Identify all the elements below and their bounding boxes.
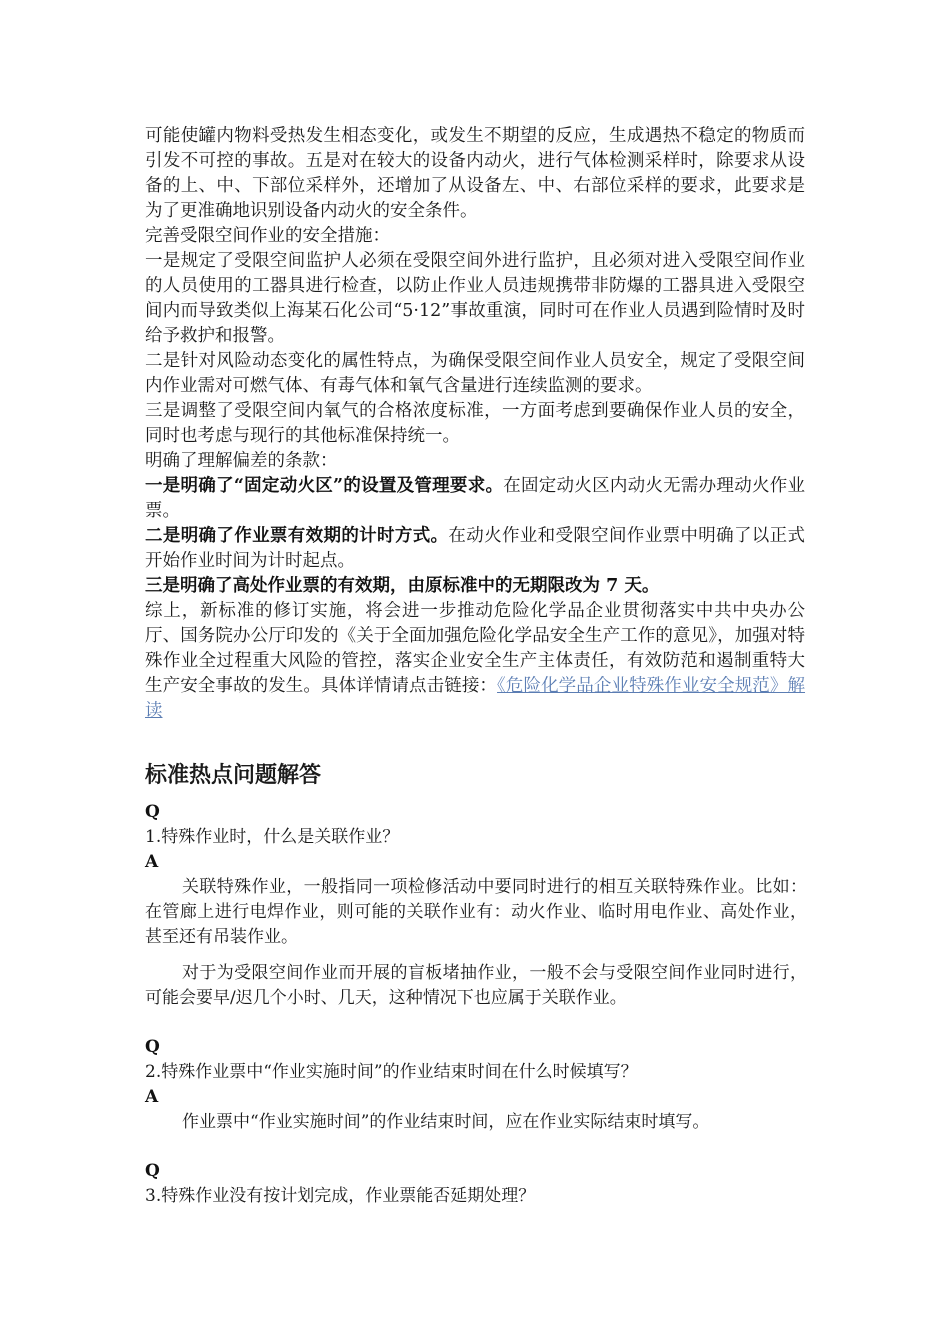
q-label: Q (145, 1037, 160, 1057)
interpretation-link[interactable]: 《危险化学品企业特殊作业安全规范》解读 (145, 676, 806, 721)
bold-lead-1: 一是明确了“固定动火区”的设置及管理要求。 (145, 476, 504, 496)
paragraph-clarified-3 (145, 574, 805, 599)
paragraph-confined-space-2: 二是针对风险动态变化的属性特点，为确保受限空间作业人员安全，规定了受限空间内作业需对可燃气体、有毒气体和氧气含量进行连续监测的要求。 (145, 351, 805, 396)
paragraph-confined-space-3: 三是调整了受限空间内氧气的合格浓度标准，一方面考虑到要确保作业人员的安全，同时也考虑与现行的其他标准保持统一。 (145, 401, 805, 446)
question-text: 3.特殊作业没有按计划完成，作业票能否延期处理？ (145, 1186, 536, 1206)
paragraph-summary (145, 599, 805, 724)
q-label: Q (145, 802, 160, 822)
section-title: 标准热点问题解答 (145, 763, 322, 788)
a-label: A (145, 852, 159, 872)
paragraph-clarified-heading: 明确了理解偏差的条款： (145, 451, 338, 471)
body-text (145, 124, 805, 724)
rest-2: 在动火作业和受限空间作业票中明确了以正式开始作业时间为计时起点。 (145, 526, 806, 571)
paragraph-confined-space-heading: 完善受限空间作业的安全措施： (145, 226, 390, 246)
bold-lead-3: 三是明确了高处作业票的有效期，由原标准中的无期限改为 7 天。 (145, 576, 660, 596)
question-text: 2.特殊作业票中“作业实施时间”的作业结束时间在什么时候填写？ (145, 1062, 638, 1082)
qa-item-2 (145, 1035, 807, 1135)
answer-text: 关联特殊作业，一般指同一项检修活动中要同时进行的相互关联特殊作业。比如：在管廊上进行电焊作业，则可能的关联作业有：动火作业、临时用电作业、高处作业，甚至还有吊装作业。 (145, 877, 807, 947)
paragraph-confined-space-1: 一是规定了受限空间监护人必须在受限空间外进行监护，且必须对进入受限空间作业的人员使用的工器具进行检查，以防止作业人员违规携带非防爆的工器具进入受限空间内而导致类似上海某石化公司“5·12”事故重演，同时可在作业人员遇到险情时及时给予救护和报警。 (145, 251, 805, 346)
bold-lead-2: 二是明确了作业票有效期的计时方式。 (145, 526, 449, 546)
paragraph-hot-work-sampling: 可能使罐内物料受热发生相态变化，或发生不期望的反应，生成遇热不稳定的物质而引发不可控的事故。五是对在较大的设备内动火，进行气体检测采样时，除要求从设备的上、中、下部位采样外，还增加了从设备左、中、右部位采样的要求，此要求是为了更准确地识别设备内动火的安全条件。 (145, 126, 805, 221)
paragraph-clarified-2 (145, 524, 805, 574)
summary-text: 综上，新标准的修订实施，将会进一步推动危险化学品企业贯彻落实中共中央办公厅、国务院办公厅印发的《关于全面加强危险化学品安全生产工作的意见》，加强对特殊作业全过程重大风险的管控，落实企业安全生产主体责任，有效防范和遏制重特大生产安全事故的发生。具体详情请点击链接： (145, 601, 805, 696)
qa-item-3 (145, 1159, 807, 1209)
qa-item-1 (145, 800, 807, 1011)
question-text: 1.特殊作业时，什么是关联作业？ (145, 827, 400, 847)
a-label: A (145, 1087, 159, 1107)
paragraph-clarified-1 (145, 474, 805, 524)
answer-text: 对于为受限空间作业而开展的盲板堵抽作业，一般不会与受限空间作业同时进行，可能会要早/迟几个小时、几天，这种情况下也应属于关联作业。 (145, 963, 807, 1008)
q-label: Q (145, 1161, 160, 1181)
rest-1: 在固定动火区内动火无需办理动火作业票。 (145, 476, 805, 521)
answer-text: 作业票中“作业实施时间”的作业结束时间，应在作业实际结束时填写。 (182, 1112, 710, 1132)
